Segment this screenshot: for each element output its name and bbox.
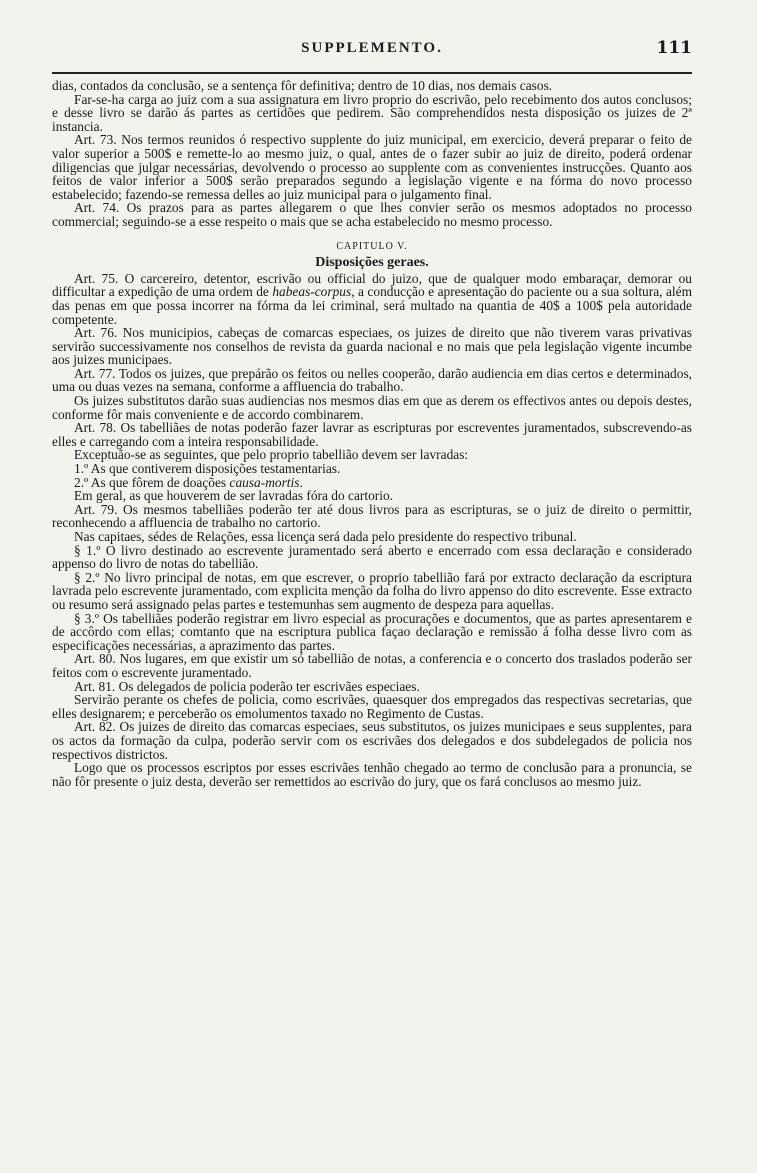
paragraph: Os juizes substitutos darão suas audiencias nos mesmos dias em que as derem os effectivos antes ou depois destes, conforme fôr mais conveniente e de accordo combinarem. <box>52 393 692 422</box>
paragraph: Logo que os processos escriptos por esses escrivães tenhão chegado ao termo de conclusão para a pronuncia, se não fôr presente o juiz desta, deverão ser remettidos ao escrivão do jury, que os fará conclusos ao mesmo juiz. <box>52 760 692 789</box>
middle-paragraphs <box>52 326 692 476</box>
item2-text-before: 2.º As que fôrem de doações <box>74 474 230 490</box>
paragraph: Art. 74. Os prazos para as partes allegarem o que lhes convier serão os mesmos adoptados no processo commercial; seguindo-se a esse respeito o mais que se acha estabelecido no mesmo processo. <box>52 200 692 229</box>
section-title: Disposições geraes. <box>315 255 429 271</box>
page-header <box>52 34 692 66</box>
paragraph-art-75 <box>52 272 692 326</box>
paragraph: Nas capitaes, sédes de Relações, essa licença será dada pelo presidente do respectivo tribunal. <box>74 529 577 544</box>
paragraph: Art. 80. Nos lugares, em que existir um só tabellião de notas, a conferencia e o concerto dos traslados poderão ser feitos com o escrevente juramentado. <box>52 651 692 680</box>
paragraph: Art. 73. Nos termos reunidos ó respectivo supplente do juiz municipal, em exercicio, deverá preparar o feito de valor superior a 500$ e remette-lo ao mesmo juiz, o qual, antes de o fazer subir ao juiz de direito, poderá ordenar diligencias que julgar necessárias, devolvendo o processo ao supplente com as convenientes instrucções. Quanto aos feitos de valor inferior a 500$ serão preparados segundo a legislação vigente e na fórma do novo processo estabelecido; fazendo-se remessa delles ao juiz municipal para o julgamento final. <box>52 132 692 202</box>
paragraph: Art. 82. Os juizes de direito das comarcas especiaes, seus substitutos, os juizes municipaes e seus supplentes, para os actos da formação da culpa, poderão servir com os escrivães dos delegados e dos subdelegados de policia nos respectivos districtos. <box>52 719 692 762</box>
body-text <box>52 79 692 788</box>
art75-text-after: , a conducção e apresentação do paciente ou a sua soltura, além das penas em que possa incorrer na fórma da lei criminal, será multado na quantia de 40$ a 100$ pela autoridade competente. <box>52 284 692 327</box>
paragraph: Exceptuão-se as seguintes, que pelo proprio tabellião devem ser lavradas: <box>74 447 469 463</box>
chapter-label: CAPITULO V. <box>336 240 408 252</box>
paragraph: Art. 81. Os delegados de policia poderão ter escrivães especiaes. <box>74 678 420 694</box>
paragraph: § 1.º O livro destinado ao escrevente juramentado será aberto e encerrado com essa declaração e considerado appenso do livro de notas do tabellião. <box>52 542 692 572</box>
item2-text-after: . <box>299 474 303 490</box>
art75-text-before: Art. 75. O carcereiro, detentor, escrivão ou official do juizo, que de qualquer modo embaraçar, demorar ou difficultar a expedição de uma ordem de <box>52 270 692 300</box>
paragraph: § 3.º Os tabelliães poderão registrar em livro especial as procurações e documentos, que as partes apresentarem e de accôrdo com ellas; comtanto que na escriptura publica façao declaração e remissão á folha desse livro com as especificações necessárias, a aprazimento das partes. <box>52 610 692 653</box>
paragraph: Art. 79. Os mesmos tabelliães poderão ter até dous livros para as escripturas, se o juiz de direito o permittir, reconhecendo a affluencia de trabalho no cartorio. <box>52 501 692 531</box>
top-paragraphs <box>52 79 692 229</box>
paragraph: § 2.º No livro principal de notas, em que escrever, o proprio tabellião fará por extracto declaração da escriptura lavrada pelo escrevente juramentado, com explicita menção da folha do livro appenso do dito escrevente. Esse extracto ou resumo será assignado pelas partes e testemunhas sem augmento de despeza para aquellas. <box>52 569 692 612</box>
paragraph: Art. 78. Os tabelliães de notas poderão fazer lavrar as escripturas por escreventes juramentados, subscrevendo-as elles e carregando com a inteira responsabilidade. <box>52 420 692 449</box>
paragraph: Far-se-ha carga ao juiz com a sua assignatura em livro proprio do escrivão, pelo recebimento dos autos conclusos; e desse livro se darão ás partes as certidões que pedirem. São comprehendidos nesta disposição os juizes de 2ª instancia. <box>52 91 692 134</box>
paragraph: Art. 77. Todos os juizes, que prepárão os feitos ou nelles cooperão, darão audiencia em dias certos e determinados, uma ou duas vezes na semana, conforme a affluencia do trabalho. <box>52 365 692 395</box>
paragraph: Servirão perante os chefes de policia, como escrivães, quaesquer dos empregados das respectivas secretarias, que elles designarem; e perceberão os emolumentos taxado no Regimento de Custas. <box>52 692 692 721</box>
paragraph: Em geral, as que houverem de ser lavradas fóra do cartorio. <box>74 488 394 504</box>
bottom-paragraphs <box>52 489 692 788</box>
paragraph-item-2 <box>52 476 692 490</box>
art75-italic-term: habeas-corpus <box>272 284 352 300</box>
item2-italic-term: causa-mortis <box>229 474 300 490</box>
document-page <box>52 34 692 788</box>
header-rule <box>52 72 692 74</box>
paragraph: 1.º As que contiverem disposições testamentarias. <box>74 461 341 477</box>
running-title: SUPPLEMENTO. <box>301 40 443 56</box>
paragraph: Art. 76. Nos municipios, cabeças de comarcas especiaes, os juizes de direito que não tiverem varas privativas servirão successivamente nos conselhos de revista da guarda nacional e no mais que pela legislação vigente incumbe aos juizes municipaes. <box>52 325 692 368</box>
paragraph: dias, contados da conclusão, se a sentença fôr definitiva; dentro de 10 dias, nos demais casos. <box>52 78 553 93</box>
page-number: 111 <box>656 38 692 58</box>
